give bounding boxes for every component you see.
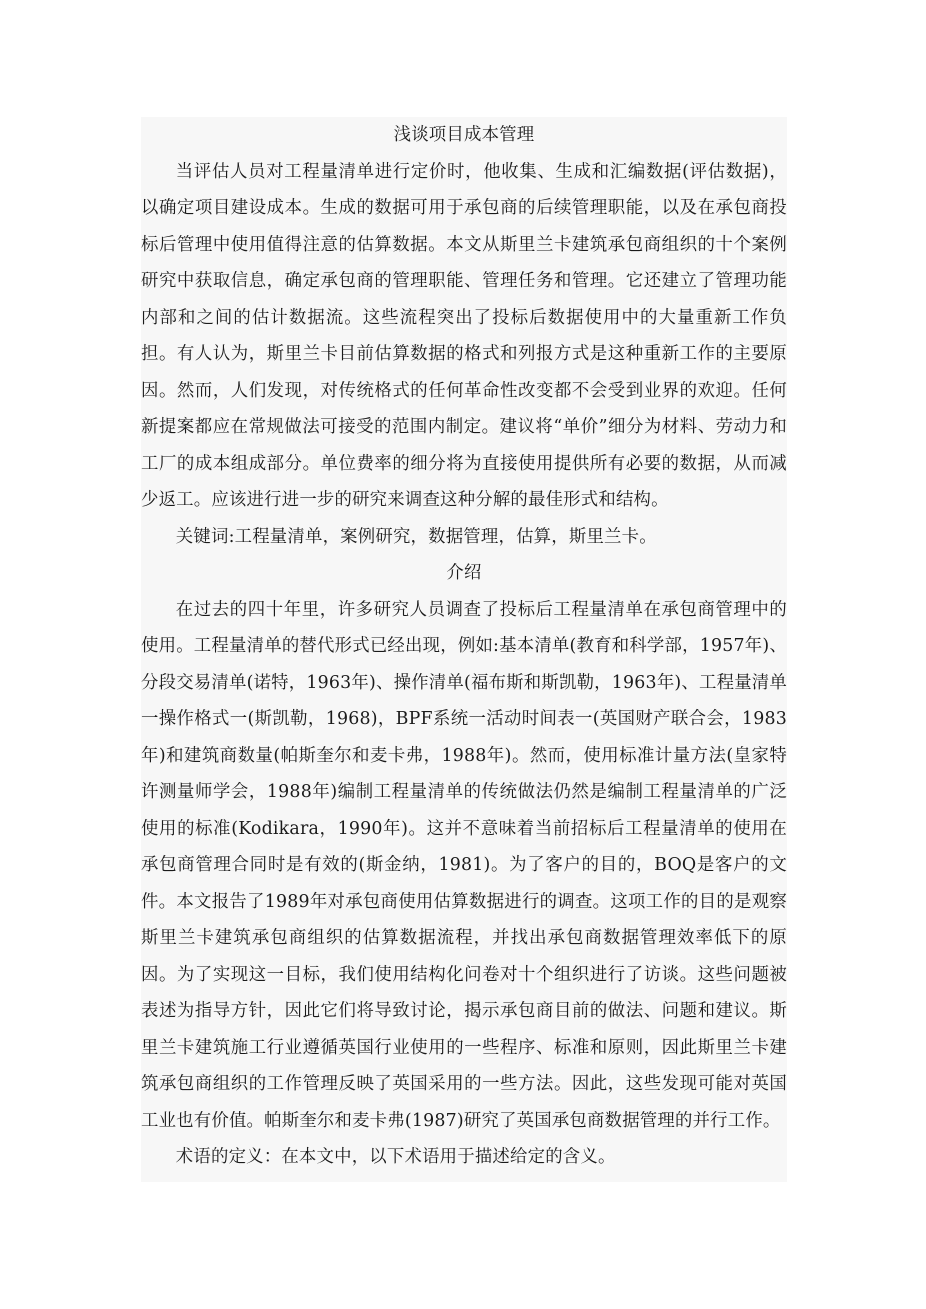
document-title: 浅谈项目成本管理 — [393, 125, 535, 145]
abstract-paragraph: 当评估人员对工程量清单进行定价时，他收集、生成和汇编数据(评估数据)，以确定项目建设成本。生成的数据可用于承包商的后续管理职能，以及在承包商投标后管理中使用值得注意的估算数据。本文从斯里兰卡建筑承包商组织的十个案例研究中获取信息，确定承包商的管理职能、管理任务和管理。它还建立了管理功能内部和之间的估计数据流。这些流程突出了投标后数据使用中的大量重新工作负担。有人认为，斯里兰卡目前估算数据的格式和列报方式是这种重新工作的主要原因。然而，人们发现，对传统格式的任何革命性改变都不会受到业界的欢迎。任何新提案都应在常规做法可接受的范围内制定。建议将“单价”细分为材料、劳动力和工厂的成本组成部分。单位费率的细分将为直接使用提供所有必要的数据，从而减少返工。应该进行进一步的研究来调查这种分解的最佳形式和结构。 — [141, 161, 787, 510]
definitions-line: 术语的定义：在本文中，以下术语用于描述给定的含义。 — [175, 1147, 616, 1167]
document-body — [141, 117, 787, 1182]
keywords-line: 关键词:工程量清单，案例研究，数据管理，估算，斯里兰卡。 — [175, 526, 657, 547]
section-heading-introduction: 介绍 — [446, 563, 482, 583]
introduction-paragraph: 在过去的四十年里，许多研究人员调查了投标后工程量清单在承包商管理中的使用。工程量清单的替代形式已经出现，例如:基本清单(教育和科学部，1957年)、分段交易清单(诺特，1963年)、操作清单(福布斯和斯凯勒，1963年)、工程量清单一操作格式一(斯凯勒，1968)，BPF系统一活动时间表一(英国财产联合会，1983年)和建筑商数量(帕斯奎尔和麦卡弗，1988年)。然而，使用标准计量方法(皇家特许测量师学会，1988年)编制工程量清单的传统做法仍然是编制工程量清单的广泛使用的标准(Kodikara，1990年)。这并不意味着当前招标后工程量清单的使用在承包商管理合同时是有效的(斯金纳，1981)。为了客户的目的，BOQ是客户的文件。本文报告了1989年对承包商使用估算数据进行的调查。这项工作的目的是观察斯里兰卡建筑承包商组织的估算数据流程，并找出承包商数据管理效率低下的原因。为了实现这一目标，我们使用结构化问卷对十个组织进行了访谈。这些问题被表述为指导方针，因此它们将导致讨论，揭示承包商目前的做法、问题和建议。斯里兰卡建筑施工行业遵循英国行业使用的一些程序、标准和原则，因此斯里兰卡建筑承包商组织的工作管理反映了英国采用的一些方法。因此，这些发现可能对英国工业也有价值。帕斯奎尔和麦卡弗(1987)研究了英国承包商数据管理的并行工作。 — [141, 599, 787, 1131]
